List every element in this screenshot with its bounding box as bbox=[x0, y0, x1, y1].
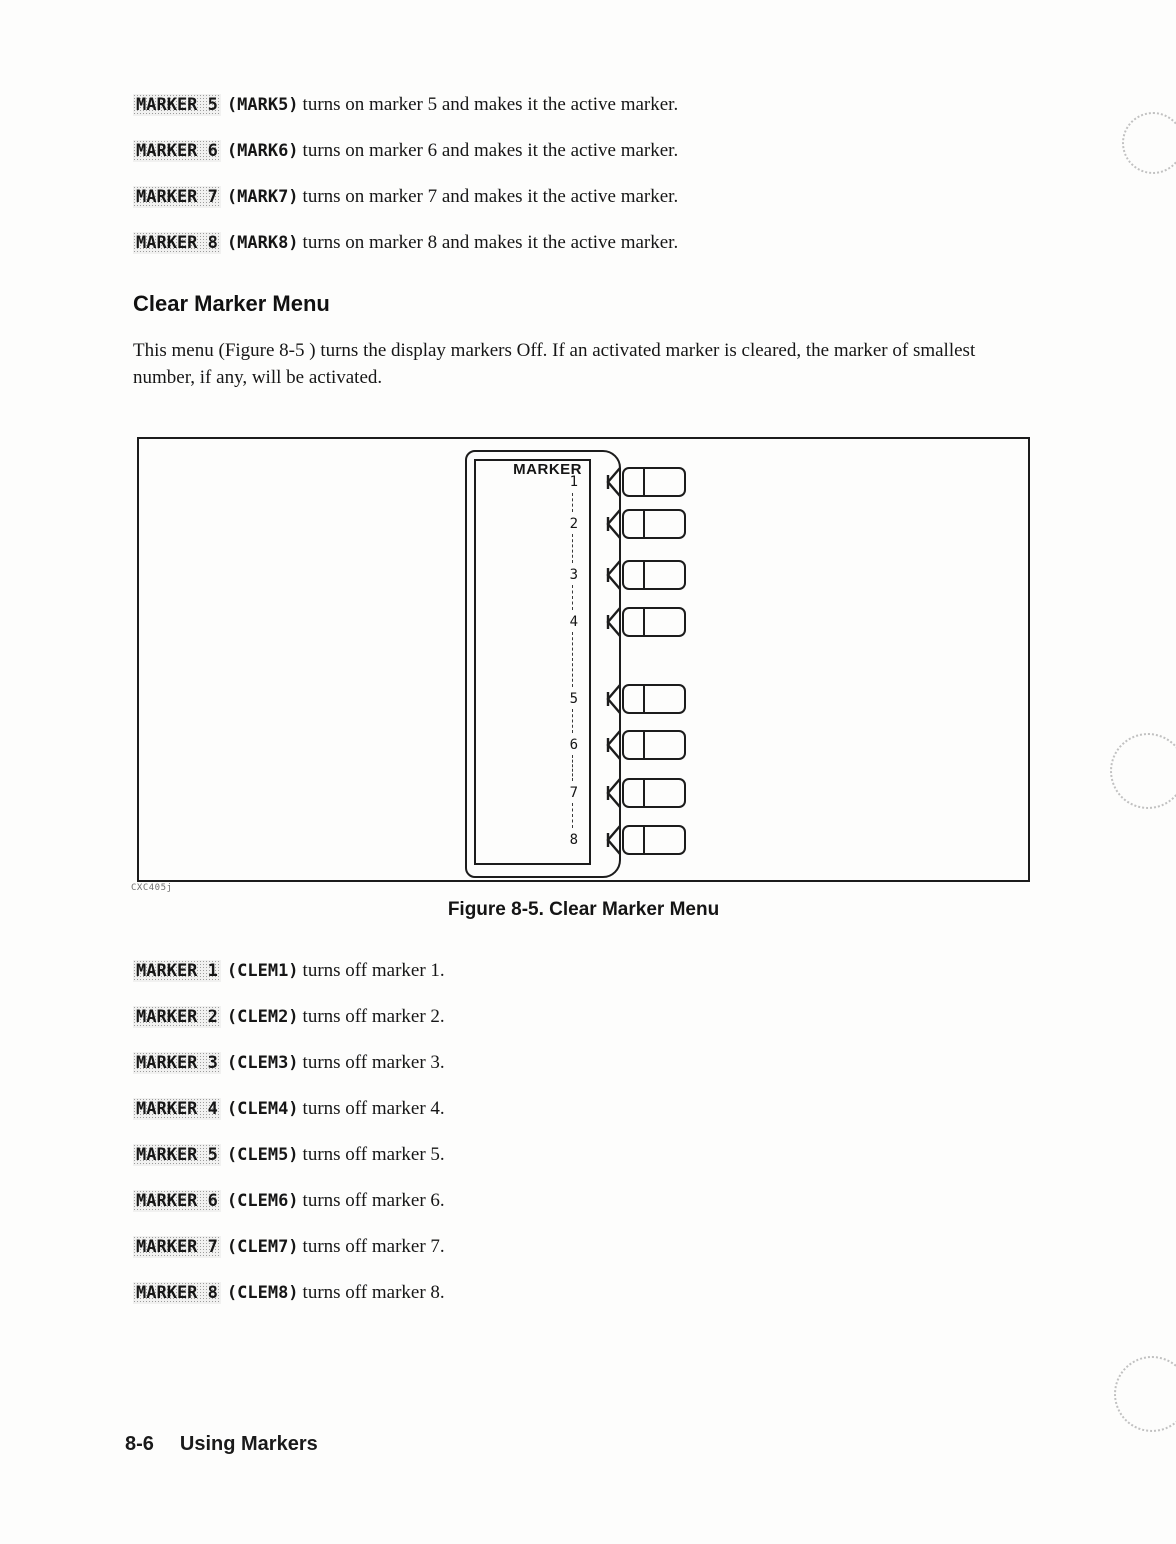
command-mnemonic: (CLEM2) bbox=[226, 1007, 299, 1027]
marker-off-item bbox=[133, 1142, 1093, 1168]
menu-item-number: 8 bbox=[569, 832, 578, 848]
softkey-name: MARKER 4 bbox=[133, 1098, 221, 1120]
item-description: turns on marker 5 and makes it the active marker. bbox=[302, 94, 679, 115]
button-divider bbox=[643, 609, 645, 635]
item-description: turns on marker 8 and makes it the active marker. bbox=[302, 232, 679, 253]
marker-off-item bbox=[133, 1234, 1093, 1260]
item-connector-line bbox=[572, 493, 573, 512]
menu-item-number: 4 bbox=[569, 614, 578, 630]
button-divider bbox=[643, 780, 645, 806]
figure-box bbox=[137, 437, 1030, 882]
command-mnemonic: (CLEM5) bbox=[226, 1145, 299, 1165]
command-mnemonic: (CLEM1) bbox=[226, 961, 299, 981]
page-footer bbox=[125, 1433, 318, 1456]
marker-off-item bbox=[133, 1188, 1093, 1214]
softkey-button bbox=[622, 509, 686, 539]
page-number: 8-6 bbox=[125, 1433, 154, 1455]
softkey-name: MARKER 2 bbox=[133, 1006, 221, 1028]
softkey-arrow-icon bbox=[604, 729, 622, 761]
softkey-arrow-icon bbox=[604, 508, 622, 540]
item-connector-line bbox=[572, 803, 573, 828]
command-mnemonic: (CLEM8) bbox=[226, 1283, 299, 1303]
menu-item-number: 1 bbox=[569, 474, 578, 490]
marker-on-item bbox=[133, 230, 1093, 256]
marker-off-item bbox=[133, 958, 1093, 984]
softkey-arrow-icon bbox=[604, 777, 622, 809]
softkey-arrow-icon bbox=[604, 683, 622, 715]
softkey-name: MARKER 6 bbox=[133, 140, 221, 162]
scan-artifact-circle bbox=[1110, 733, 1176, 809]
softkey-button bbox=[622, 684, 686, 714]
softkey-name: MARKER 3 bbox=[133, 1052, 221, 1074]
menu-item-number: 5 bbox=[569, 691, 578, 707]
menu-item-number: 6 bbox=[569, 737, 578, 753]
menu-item-number: 3 bbox=[569, 567, 578, 583]
softkey-button bbox=[622, 730, 686, 760]
softkey-arrow-icon bbox=[604, 824, 622, 856]
item-description: turns off marker 4. bbox=[302, 1098, 445, 1119]
item-description: turns on marker 7 and makes it the active marker. bbox=[302, 186, 679, 207]
button-divider bbox=[643, 511, 645, 537]
command-mnemonic: (MARK5) bbox=[226, 95, 299, 115]
softkey-name: MARKER 7 bbox=[133, 1236, 221, 1258]
figure-id-label: CXC405j bbox=[131, 883, 173, 893]
footer-title: Using Markers bbox=[179, 1433, 318, 1455]
item-connector-line bbox=[572, 632, 573, 687]
button-divider bbox=[643, 827, 645, 853]
softkey-name: MARKER 8 bbox=[133, 232, 221, 254]
softkey-name: MARKER 8 bbox=[133, 1282, 221, 1304]
item-description: turns off marker 1. bbox=[302, 960, 445, 981]
command-mnemonic: (CLEM7) bbox=[226, 1237, 299, 1257]
softkey-name: MARKER 6 bbox=[133, 1190, 221, 1212]
marker-off-item bbox=[133, 1050, 1093, 1076]
button-divider bbox=[643, 686, 645, 712]
softkey-arrow-icon bbox=[604, 559, 622, 591]
command-mnemonic: (CLEM3) bbox=[226, 1053, 299, 1073]
button-divider bbox=[643, 562, 645, 588]
item-connector-line bbox=[572, 585, 573, 610]
command-mnemonic: (CLEM4) bbox=[226, 1099, 299, 1119]
marker-off-item bbox=[133, 1004, 1093, 1030]
command-mnemonic: (CLEM6) bbox=[226, 1191, 299, 1211]
softkey-button bbox=[622, 825, 686, 855]
item-description: turns off marker 2. bbox=[302, 1006, 445, 1027]
marker-off-item bbox=[133, 1096, 1093, 1122]
command-mnemonic: (MARK7) bbox=[226, 187, 299, 207]
item-description: turns off marker 6. bbox=[302, 1190, 445, 1211]
softkey-name: MARKER 1 bbox=[133, 960, 221, 982]
item-description: turns off marker 3. bbox=[302, 1052, 445, 1073]
item-connector-line bbox=[572, 755, 573, 781]
softkey-button bbox=[622, 467, 686, 497]
softkey-name: MARKER 5 bbox=[133, 1144, 221, 1166]
item-description: turns off marker 8. bbox=[302, 1282, 445, 1303]
softkey-arrow-icon bbox=[604, 466, 622, 498]
softkey-button bbox=[622, 607, 686, 637]
button-divider bbox=[643, 732, 645, 758]
marker-on-item bbox=[133, 138, 1093, 164]
marker-on-item bbox=[133, 184, 1093, 210]
marker-on-item bbox=[133, 92, 1093, 118]
scan-artifact-circle bbox=[1122, 112, 1176, 174]
item-connector-line bbox=[572, 534, 573, 563]
section-heading: Clear Marker Menu bbox=[133, 291, 330, 316]
item-description: turns on marker 6 and makes it the active marker. bbox=[302, 140, 679, 161]
scan-artifact-circle bbox=[1114, 1356, 1176, 1432]
command-mnemonic: (MARK6) bbox=[226, 141, 299, 161]
softkey-arrow-icon bbox=[604, 606, 622, 638]
menu-item-number: 2 bbox=[569, 516, 578, 532]
item-description: turns off marker 5. bbox=[302, 1144, 445, 1165]
marker-off-item bbox=[133, 1280, 1093, 1306]
menu-item-number: 7 bbox=[569, 785, 578, 801]
softkey-name: MARKER 5 bbox=[133, 94, 221, 116]
softkey-button bbox=[622, 778, 686, 808]
menu-title: MARKER bbox=[513, 461, 582, 478]
section-body: This menu (Figure 8-5 ) turns the display markers Off. If an activated marker is cleared, the marker of smallest number, if any, will be activated. bbox=[133, 340, 976, 388]
softkey-button bbox=[622, 560, 686, 590]
softkey-name: MARKER 7 bbox=[133, 186, 221, 208]
item-connector-line bbox=[572, 709, 573, 733]
button-divider bbox=[643, 469, 645, 495]
command-mnemonic: (MARK8) bbox=[226, 233, 299, 253]
item-description: turns off marker 7. bbox=[302, 1236, 445, 1257]
figure-caption: Figure 8-5. Clear Marker Menu bbox=[447, 899, 720, 920]
